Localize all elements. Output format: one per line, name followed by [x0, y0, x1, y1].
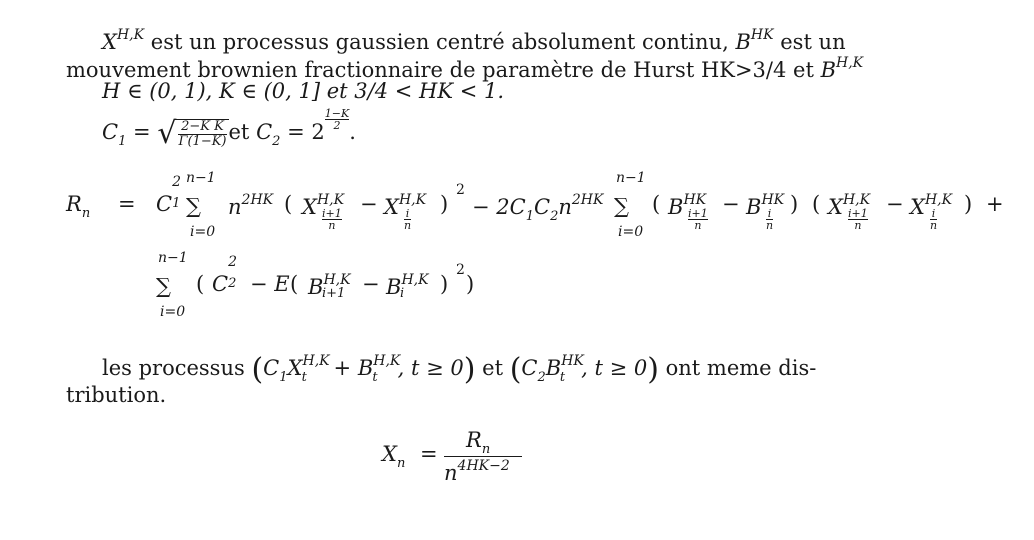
- frac-num-e: i+1: [848, 207, 868, 220]
- sum3-bottom: i=0: [160, 304, 186, 320]
- xn-lhs-x: X: [382, 442, 397, 466]
- term2-sub2: 2: [550, 209, 559, 224]
- b-i1-base: B: [668, 195, 684, 219]
- c2-exp-num: 1−K: [324, 107, 350, 120]
- term2-n-sup: 2HK: [571, 192, 604, 208]
- d-b-sup: H,K: [373, 353, 401, 369]
- d-plus: +: [333, 356, 352, 380]
- d-c1: [263, 353, 330, 385]
- n-exp: 2HK: [241, 192, 274, 208]
- d-b-sub: t: [372, 370, 378, 385]
- c1sq-c: C: [156, 192, 173, 216]
- paren-open-2: (: [652, 192, 661, 216]
- x-ib-index: [930, 208, 937, 231]
- d-tail2: , t ≥ 0: [581, 356, 648, 380]
- d-c2-sub: 2: [537, 370, 546, 385]
- intro-line-3: [102, 78, 504, 104]
- intro-text-a: est un processus gaussien centré absolument continu,: [150, 30, 729, 54]
- d-c1-base: C: [263, 356, 280, 380]
- d-b2-sup: HK: [561, 353, 584, 369]
- paren-open-4: (: [196, 272, 205, 296]
- paren-close-d2: ): [647, 352, 659, 387]
- paren-open-d1: (: [251, 352, 264, 387]
- c2-squared: [212, 254, 237, 296]
- distribution-line-1: [102, 348, 816, 391]
- rn-lhs: [66, 192, 90, 221]
- bhk-i1-base: B: [308, 275, 324, 299]
- c1-numerator: 2−K K: [181, 118, 224, 134]
- minus-3: −: [886, 192, 904, 216]
- b-i1-sup: HK: [683, 192, 707, 208]
- c1-denominator: Γ(1−K): [178, 133, 227, 149]
- paren-close-d1: ): [463, 352, 476, 387]
- sum1-sigma: ∑: [186, 194, 201, 218]
- sum3-top: n−1: [158, 250, 188, 266]
- bhk-i-sub: i: [400, 286, 405, 301]
- square-2: 2: [456, 262, 465, 278]
- frac-den-f: n: [930, 219, 938, 232]
- d-b2-sub: t: [559, 370, 566, 385]
- distribution-text-b: ont meme dis-: [665, 356, 817, 380]
- term-2c1c2: [472, 192, 603, 224]
- paren-open-3: (: [812, 192, 821, 216]
- frac-num-d: i: [767, 207, 772, 220]
- paren-open-d2: (: [509, 352, 522, 387]
- d-b-base: B: [357, 356, 374, 380]
- x-i1b-index: [848, 208, 868, 231]
- frac-num-a: i+1: [322, 207, 342, 220]
- minus-2: −: [722, 192, 740, 216]
- x-i-index: [404, 208, 411, 231]
- square-1: 2: [456, 182, 465, 198]
- c2sq-c: C: [212, 272, 229, 296]
- x-i-sup: H,K: [398, 192, 427, 208]
- frac-num-c: i+1: [688, 207, 708, 220]
- c1-fraction: [176, 119, 228, 149]
- minus-1: −: [360, 192, 378, 216]
- frac-den-b: n: [404, 219, 412, 232]
- paren-close-2: ): [790, 192, 799, 216]
- rn-equals: =: [118, 192, 136, 216]
- sum1-bottom: i=0: [190, 224, 216, 240]
- distribution-line2-text: tribution.: [66, 383, 167, 407]
- et-word: et: [228, 120, 250, 144]
- xn-num-sub: n: [481, 442, 491, 457]
- d-x: X: [287, 356, 303, 380]
- frac-den-a: n: [322, 219, 342, 231]
- xn-den-n: n: [444, 461, 458, 485]
- xn-lhs-sub: n: [396, 456, 406, 471]
- b-superscript: HK: [750, 27, 774, 43]
- xn-equals: =: [420, 442, 438, 466]
- frac-den-c: n: [688, 219, 708, 231]
- frac-den-e: n: [848, 219, 868, 231]
- c2-exp-den: 2: [325, 119, 349, 131]
- x-i1-base: X: [302, 195, 317, 219]
- x-i1-index: [322, 208, 342, 231]
- paren-close-1: ): [440, 192, 449, 216]
- term2-prefix: − 2C: [472, 195, 526, 219]
- d-et: et: [482, 356, 504, 380]
- x-i1b-sup: H,K: [842, 192, 871, 208]
- xn-numerator: [466, 428, 490, 457]
- c1-symbol: C: [102, 120, 119, 144]
- sum2-sigma: ∑: [614, 194, 629, 218]
- xn-num-r: R: [466, 428, 482, 452]
- x-i1-sup: H,K: [316, 192, 345, 208]
- xn-denominator: [444, 458, 510, 485]
- c2sq-sub: 2: [228, 276, 237, 291]
- d-c1-sub: 1: [279, 370, 288, 385]
- d-b: [357, 353, 401, 385]
- xn-fraction-bar: [444, 456, 522, 457]
- minus-4: −: [362, 272, 380, 296]
- n-2hk: [228, 192, 273, 219]
- plus-sign: +: [986, 192, 1004, 216]
- sum1-top: n−1: [186, 170, 216, 186]
- sqrt-sign: √: [157, 116, 177, 151]
- x-symbol: X: [102, 30, 117, 54]
- sum2-bottom: i=0: [618, 224, 644, 240]
- b-symbol: B: [735, 30, 751, 54]
- parameter-conditions: H ∈ (0, 1), K ∈ (0, 1] et 3/4 < HK < 1.: [102, 79, 505, 103]
- d-x-sub: t: [301, 370, 307, 385]
- x-ib-base: X: [910, 195, 925, 219]
- c1-squared: [156, 174, 181, 216]
- c1sq-sup: 2: [172, 174, 181, 190]
- term2-n: n: [558, 195, 572, 219]
- c2-period: .: [349, 120, 356, 144]
- rn-lhs-r: R: [66, 192, 82, 216]
- expectation: − E: [250, 272, 290, 296]
- b-i-base: B: [746, 195, 762, 219]
- paren-close-5: ): [440, 272, 449, 296]
- c2-equals-two: = 2: [287, 120, 325, 144]
- d-b2: B: [545, 356, 562, 380]
- bhk-i1-sub: i+1: [322, 286, 346, 301]
- xn-lhs: [382, 442, 405, 471]
- bhk-i1-sup: H,K: [323, 272, 351, 288]
- b-i-sup: HK: [761, 192, 785, 208]
- frac-den-d: n: [766, 219, 774, 232]
- x-i-base: X: [384, 195, 399, 219]
- intro-text-b: est un: [780, 30, 846, 54]
- x-superscript: H,K: [116, 27, 145, 43]
- c2-symbol: C: [256, 120, 273, 144]
- paren-open-5: (: [290, 272, 299, 296]
- d-c2: [521, 353, 584, 385]
- x-i1b-base: X: [828, 195, 843, 219]
- intro-line2-text: mouvement brownien fractionnaire de paramètre de Hurst HK>3/4 et: [66, 58, 814, 82]
- c2-subscript: 2: [272, 134, 281, 149]
- d-c2-base: C: [521, 356, 538, 380]
- frac-num-b: i: [405, 207, 410, 220]
- d-x-sup: H,K: [302, 353, 330, 369]
- b-symbol-2: B: [820, 58, 837, 82]
- bhk-i-sup: H,K: [401, 272, 429, 288]
- term2-sub1: 1: [525, 209, 534, 224]
- paren-close-4: ): [466, 272, 475, 296]
- paren-close-3: ): [964, 192, 973, 216]
- frac-num-f: i: [931, 207, 936, 220]
- distribution-line-2: [66, 382, 166, 408]
- d-tail1: , t ≥ 0: [397, 356, 464, 380]
- c2-exponent: [325, 108, 349, 131]
- x-ib-sup: H,K: [924, 192, 953, 208]
- n-base: n: [228, 195, 242, 219]
- c1sq-sub: 1: [172, 196, 181, 211]
- rn-lhs-sub: n: [81, 206, 91, 221]
- sum2-top: n−1: [616, 170, 646, 186]
- xn-den-sup: 4HK−2: [457, 458, 510, 474]
- c1-equals: =: [133, 120, 158, 144]
- paren-open-1: (: [284, 192, 293, 216]
- constants-line: [102, 108, 356, 155]
- bhk-i-base: B: [386, 275, 402, 299]
- c1-subscript: 1: [118, 134, 127, 149]
- b-superscript-2: H,K: [836, 55, 864, 71]
- b-i1-index: [688, 208, 708, 231]
- distribution-text-a: les processus: [102, 356, 245, 380]
- b-i-index: [766, 208, 773, 231]
- term2-c: C: [533, 195, 551, 219]
- c2sq-sup: 2: [228, 254, 237, 270]
- sum3-sigma: ∑: [156, 274, 171, 298]
- b-hk-i: [386, 272, 429, 299]
